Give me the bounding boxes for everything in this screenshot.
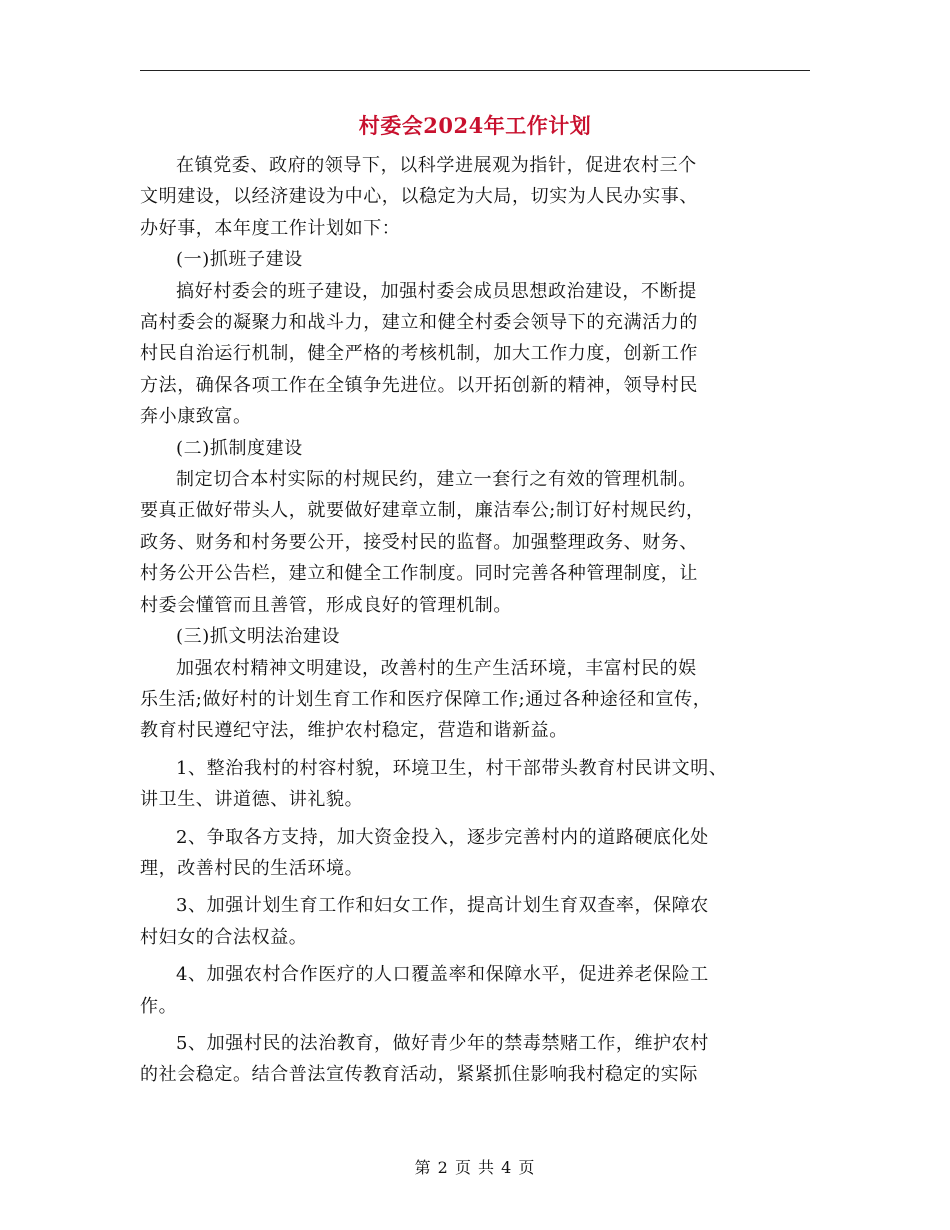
section-heading-system: (二)抓制度建设 (176, 437, 303, 459)
list-item-3: 3、加强计划生育工作和妇女工作，提高计划生育双查率，保障农 村妇女的合法权益。 (140, 895, 709, 948)
paragraph-team: 搞好村委会的班子建设，加强村委会成员思想政治建设，不断提 高村委会的凝聚力和战斗力，建立和健全村委会领导下的充满活力的 村民自治运行机制，健全严格的考核机制，加大工作力度，创新工作 方法，确保各项工作在全镇争先进位。以开拓创新的精神，领导村民 奔小康致富。 (140, 280, 698, 428)
list-item-1: 1、整治我村的村容村貌，环境卫生，村干部带头教育村民讲文明、 讲卫生、讲道德、讲礼貌。 (140, 757, 728, 811)
header-rule (140, 70, 810, 71)
section-heading-team: (一)抓班子建设 (176, 249, 303, 271)
paragraph-civility: 加强农村精神文明建设，改善村的生产生活环境，丰富村民的娱 乐生活;做好村的计划生育工作和医疗保障工作;通过各种途径和宣传， 教育村民遵纪守法，维护农村稳定，营造和谐新益。 (140, 657, 712, 742)
section-heading-civility: (三)抓文明法治建设 (176, 626, 341, 648)
list-item-4: 4、加强农村合作医疗的人口覆盖率和保障水平，促进养老保险工 作。 (140, 964, 709, 1017)
list-item-5: 5、加强村民的法治教育，做好青少年的禁毒禁赌工作，维护农村 的社会稳定。结合普法宣传教育活动，紧紧抓住影响我村稳定的实际 (140, 1032, 709, 1086)
paragraph-intro: 在镇党委、政府的领导下，以科学进展观为指针，促进农村三个 文明建设，以经济建设为中心，以稳定为大局，切实为人民办实事、 办好事，本年度工作计划如下： (140, 155, 698, 239)
paragraph-system: 制定切合本村实际的村规民约，建立一套行之有效的管理机制。 要真正做好带头人，就要做好建章立制，廉洁奉公;制订好村规民约， 政务、财务和村务要公开，接受村民的监督。加强整理政务、财务、 村务公开公告栏，建立和健全工作制度。同时完善各种管理制度，让 村委会懂管而且善管，形成良好的管理机制。 (140, 469, 705, 616)
document-body (140, 150, 820, 1091)
document-title: 村委会2024年工作计划 (358, 113, 592, 138)
list-item-2: 2、争取各方支持，加大资金投入，逐步完善村内的道路硬底化处 理，改善村民的生活环境。 (140, 826, 709, 879)
page-number: 第 2 页 共 4 页 (414, 1158, 536, 1177)
